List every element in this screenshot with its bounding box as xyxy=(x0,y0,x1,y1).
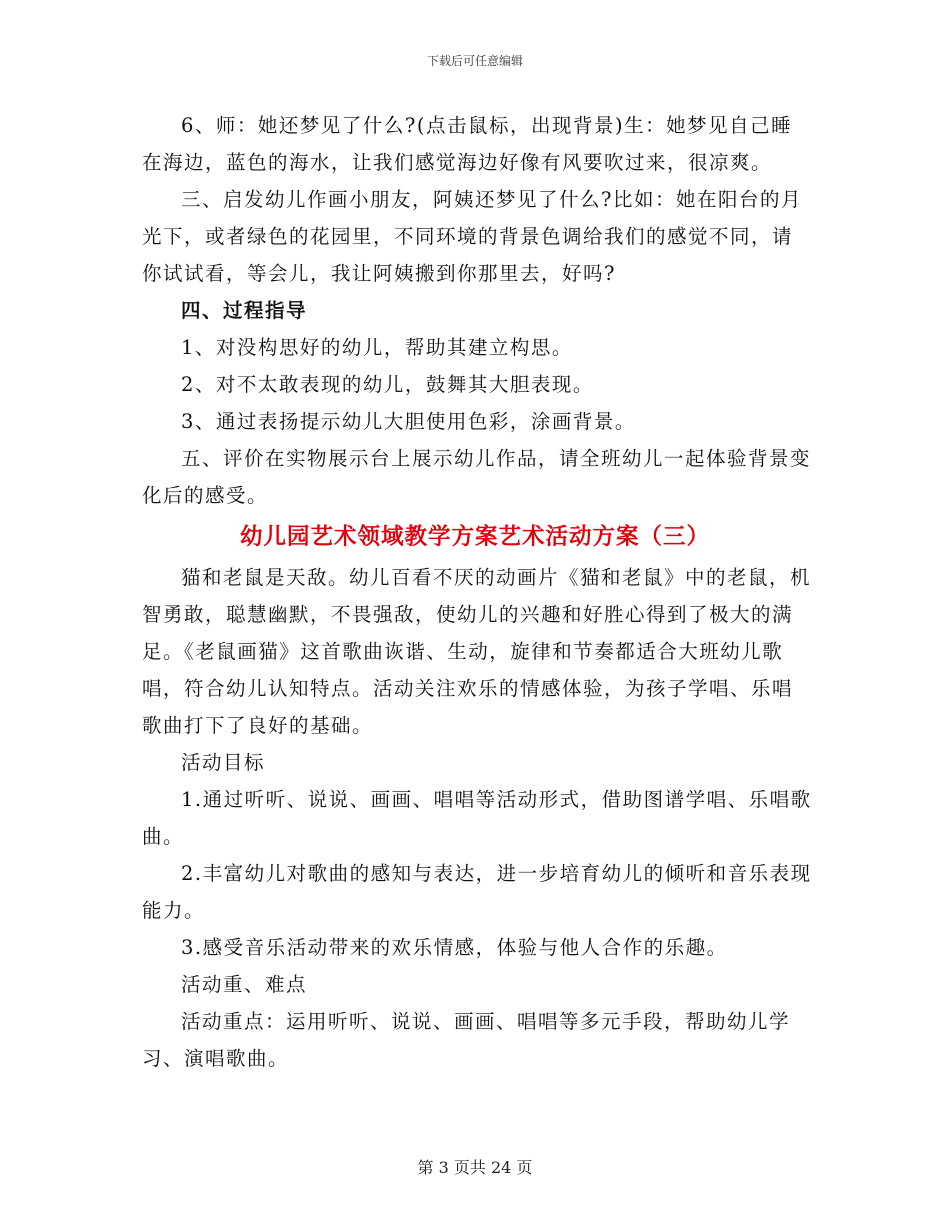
paragraph: 1、对没构思好的幼儿，帮助其建立构思。 xyxy=(181,336,573,359)
list-item: 3.感受音乐活动带来的欢乐情感，体验与他人合作的乐趣。 xyxy=(181,936,728,959)
paragraph: 五、评价在实物展示台上展示幼儿作品，请全班幼儿一起体验背景变化后的感受。 xyxy=(142,447,812,507)
paragraph: 活动重点：运用听听、说说、画画、唱唱等多元手段，帮助幼儿学习、演唱歌曲。 xyxy=(142,1010,791,1070)
document-body-top xyxy=(142,107,812,514)
subheading: 活动重、难点 xyxy=(181,973,308,996)
section-title: 幼儿园艺术领域教学方案艺术活动方案（三） xyxy=(239,524,710,550)
list-item: 2.丰富幼儿对歌曲的感知与表达，进一步培育幼儿的倾听和音乐表现能力。 xyxy=(142,862,812,922)
paragraph: 6、师：她还梦见了什么?(点击鼠标，出现背景)生：她梦见自己睡在海边，蓝色的海水，让我们感觉海边好像有风要吹过来，很凉爽。 xyxy=(142,114,793,174)
subheading: 活动目标 xyxy=(181,751,266,774)
document-body-bottom xyxy=(142,559,812,1077)
section-heading: 四、过程指导 xyxy=(181,299,308,322)
paragraph: 猫和老鼠是天敌。幼儿百看不厌的动画片《猫和老鼠》中的老鼠，机智勇敢，聪慧幽默，不畏强敌，使幼儿的兴趣和好胜心得到了极大的满足。《老鼠画猫》这首歌曲诙谐、生动，旋律和节奏都适合大班幼儿歌唱，符合幼儿认知特点。活动关注欢乐的情感体验，为孩子学唱、乐唱歌曲打下了良好的基础。 xyxy=(142,566,812,737)
paragraph: 2、对不太敢表现的幼儿，鼓舞其大胆表现。 xyxy=(181,373,594,396)
page-footer: 第 3 页共 24 页 xyxy=(417,1158,533,1177)
paragraph: 三、启发幼儿作画小朋友，阿姨还梦见了什么?比如：她在阳台的月光下，或者绿色的花园里，不同环境的背景色调给我们的感觉不同，请你试试看，等会儿，我让阿姨搬到你那里去，好吗? xyxy=(142,188,802,285)
list-item: 1.通过听听、说说、画画、唱唱等活动形式，借助图谱学唱、乐唱歌曲。 xyxy=(142,788,812,848)
header-note: 下载后可任意编辑 xyxy=(426,54,523,68)
paragraph: 3、通过表扬提示幼儿大胆使用色彩，涂画背景。 xyxy=(181,410,636,433)
